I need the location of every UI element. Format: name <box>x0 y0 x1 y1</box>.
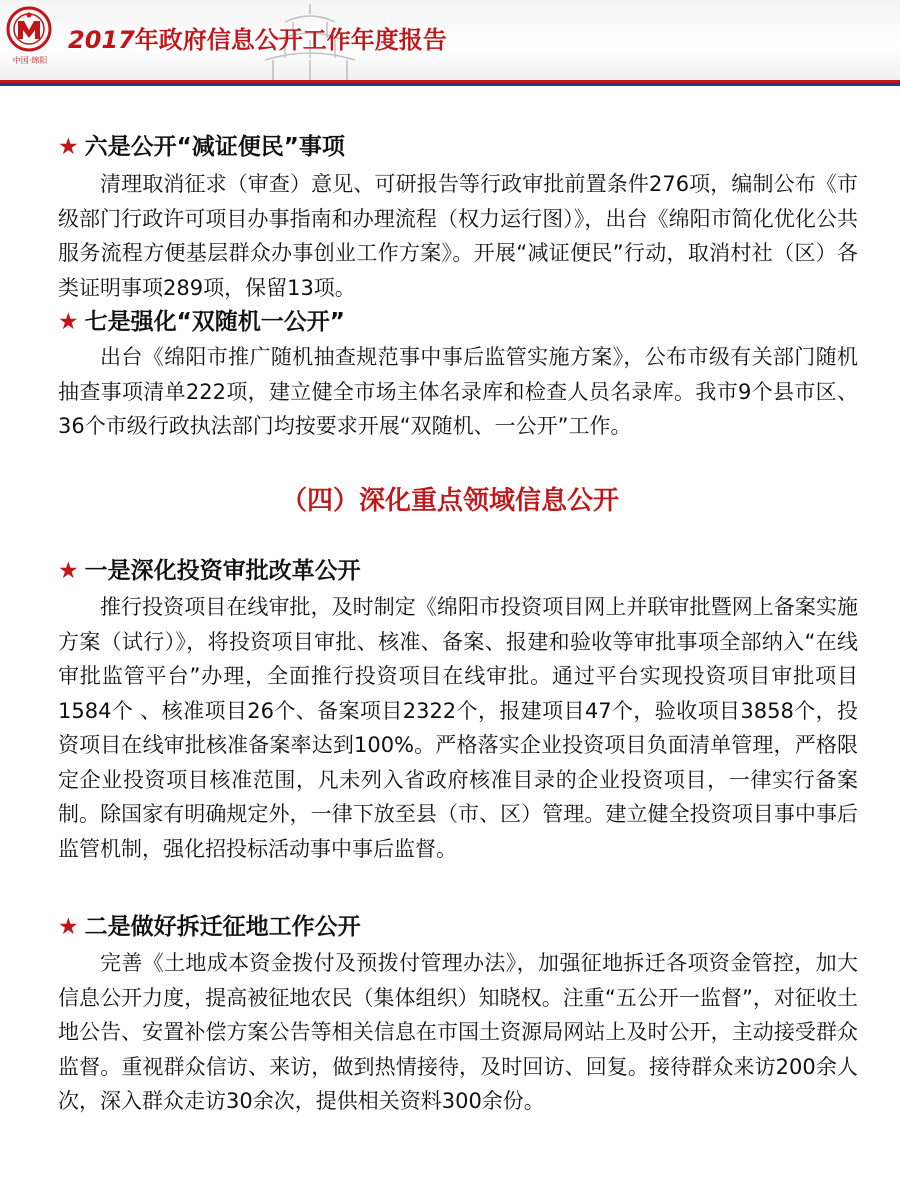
paragraph-item-7: 出台《绵阳市推广随机抽查规范事中事后监管实施方案》，公布市级有关部门随机抽查事项清单222项，建立健全市场主体名录库和检查人员名录库。我市9个县市区、36个市级行政执法部门均按要求开展“双随机、一公开”工作。 <box>58 345 858 438</box>
report-title <box>68 20 447 55</box>
star-icon: ★ <box>58 558 79 584</box>
page-header <box>0 0 900 80</box>
star-icon: ★ <box>58 914 79 940</box>
heading-text: 一是深化投资审批改革公开 <box>84 558 361 584</box>
section-title: （四）深化重点领域信息公开 <box>280 486 619 516</box>
report-title-text: 年政府信息公开工作年度报告 <box>134 26 447 54</box>
header-rule-blue <box>0 83 900 86</box>
city-logo <box>6 6 52 52</box>
report-year: 2017 <box>68 26 135 54</box>
heading-sub-2 <box>58 908 361 941</box>
star-icon: ★ <box>58 309 79 335</box>
logo-caption: 中国·绵阳 <box>12 56 48 65</box>
star-icon: ★ <box>58 134 79 160</box>
heading-text: 七是强化“双随机一公开” <box>84 309 345 335</box>
heading-text: 六是公开“减证便民”事项 <box>84 134 345 160</box>
heading-item-6 <box>58 128 345 161</box>
paragraph-item-6: 清理取消征求（审查）意见、可研报告等行政审批前置条件276项，编制公布《市级部门行政许可项目办事指南和办理流程（权力运行图）》，出台《绵阳市简化优化公共服务流程方便基层群众办事创业工作方案》。开展“减证便民”行动，取消村社（区）各类证明事项289项，保留13项。 <box>58 172 858 300</box>
paragraph-sub-2: 完善《土地成本资金拨付及预拨付管理办法》，加强征地拆迁各项资金管控，加大信息公开力度，提高被征地农民（集体组织）知晓权。注重“五公开一监督”，对征收土地公告、安置补偿方案公告等相关信息在市国土资源局网站上及时公开，主动接受群众监督。重视群众信访、来访，做到热情接待，及时回访、回复。接待群众来访200余人次，深入群众走访30余次，提供相关资料300余份。 <box>58 951 858 1113</box>
heading-sub-1 <box>58 552 361 585</box>
heading-item-7 <box>58 303 345 336</box>
heading-text: 二是做好拆迁征地工作公开 <box>84 914 361 940</box>
paragraph-sub-1: 推行投资项目在线审批，及时制定《绵阳市投资项目网上并联审批暨网上备案实施方案（试行）》，将投资项目审批、核准、备案、报建和验收等审批事项全部纳入“在线审批监管平台”办理，全面推行投资项目在线审批。通过平台实现投资项目审批项目1584个 、核准项目26个、备案项目2322个，报建项目47个，验收项目3858个，投资项目在线审批核准备案率达到100%。严格落实企业投资项目负面清单管理，严格限定企业投资项目核准范围，凡未列入省政府核准目录的企业投资项目，一律实行备案制。除国家有明确规定外，一律下放至县（市、区）管理。建立健全投资项目事中事后监管机制，强化招投标活动事中事后监督。 <box>58 595 858 861</box>
